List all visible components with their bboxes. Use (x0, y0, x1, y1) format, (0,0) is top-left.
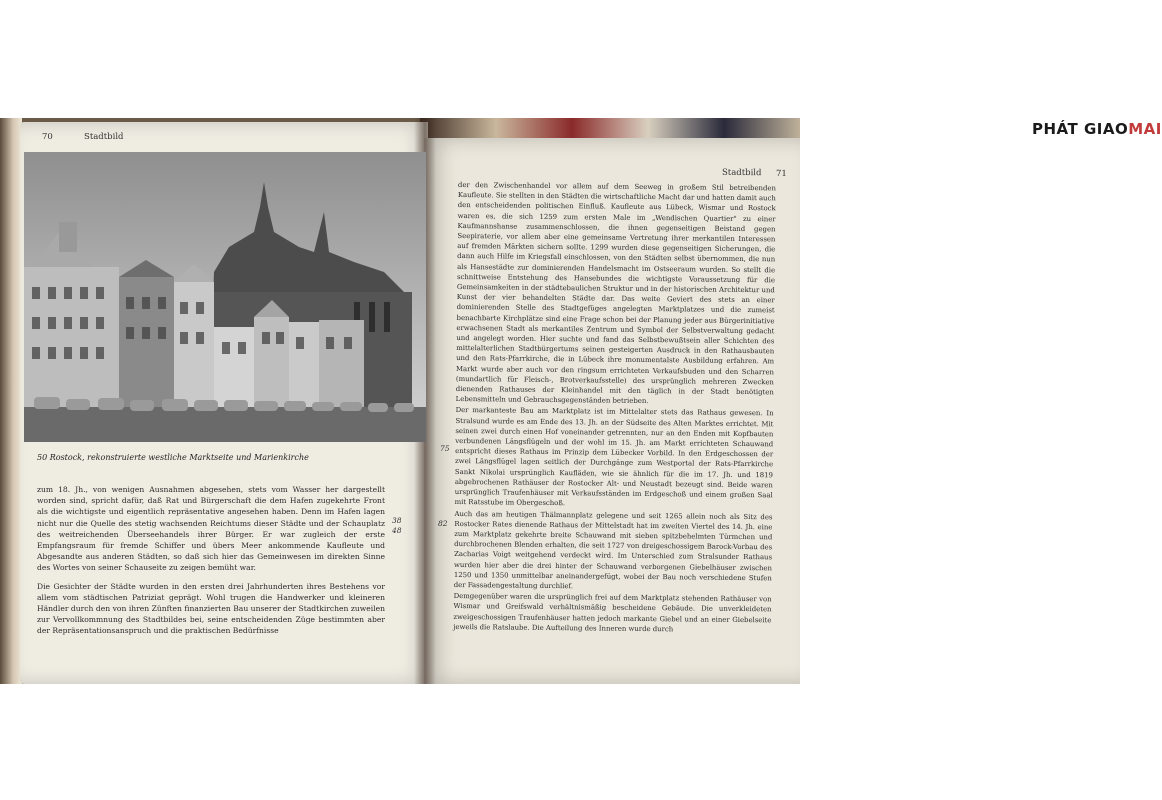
figure-photo-rostock (24, 152, 426, 442)
figure-caption: 50 Rostock, rekonstruierte westliche Marktseite und Marienkirche (37, 453, 309, 462)
paragraph: Auch das am heutigen Thälmannplatz gelegene und seit 1265 allein noch als Sitz des Rostocker Rates dienende Rathaus der Mittelstadt hat im zweiten Viertel des 14. Jh. eine zum Marktplatz gekehrte breite Schauwand mit sieben spitzbehelmten Türmchen und durchbrochenen Blenden erhalten, die seit 1727 von dreigeschossigem Barock-Vorbau des Zacharias Voigt weitgehend verdeckt wird. Im Unterschied zum Stralsunder Rathaus wurden hier aber die drei hinter der Schauwand verborgenen Giebelhäuser zwischen 1250 und 1350 unmittelbar aneinandergefügt, wobei der Bau noch verschiedene Stufen der Fassadengestaltung durchlief. (453, 509, 773, 591)
left-running-head: Stadtbild (84, 132, 124, 142)
paragraph: der den Zwischenhandel vor allem auf dem Seeweg in großem Stil betreibenden Kaufleute. Sie stellten in den Städten die wirtschaftliche Macht dar und hatten damit auch den entscheidenden politischen Einfluß. Kaufleute aus Lübeck, Wismar und Rostock waren es, die sich 1259 zum ersten Male im „Wendischen Quartier" zu einer Kaufmannshanse zusammenschlossen, die ihnen gegenseitigen Beistand gegen Seepiraterie, vor allem aber eine gemeinsame Vertretung ihrer merkantilen Interessen auf fremden Märkten sichern sollte. 1299 wurden diese gegenseitigen Sicherungen, die dann auch Hilfe im Kriegsfall einschlossen, von den Städten selbst übernommen, die nun als Hansestädte zur dominierenden Handelsmacht im Ostseeraum wurden. So stellt die schnittweise Entstehung des Hansebundes die wichtigste Voraussetzung für die Gemeinsamkeiten in der städtebaulichen Struktur und in der historischen Architektur und Kunst der vier behandelten Städte dar. Das weite Geviert des stets an einer dominierenden Stelle des Stadtgefüges angelegten Marktplatzes und die zumeist benachbarte Kirchplätze sind eine Frage schon bei der Planung jeder aus Bürgerinitiative erwachsenen Stadt als merkantiles Zentrum und Symbol der Selbstverwaltung gedacht und angelegt worden. Hier suchte und fand das Selbstbewußtsein aller Schichten des mittelalterlichen Stadtbürgertums seinen gesteigerten Ausdruck in den Rathausbauten und den Rats-Pfarrkirche, die in Lübeck ihre monumentalste Ausbildung erfahren. Am Markt wurde aber auch vor den ringsum errichteten Verkaufsbuden und den Scharren (mundartlich für Fleisch-, Brotverkaufsstelle) des ursprünglich mehreren Zwecken dienenden Rathauses der Kleinhandel mit den täglich in der Stadt benötigten Lebensmitteln und Gebrauchsgegenständen betrieben. (455, 180, 776, 406)
left-page-number: 70 (42, 132, 53, 142)
rostock-market-photo (24, 152, 426, 442)
right-running-head: Stadtbild (721, 167, 762, 179)
book-spine-text: PHÁT GIAOMAI (1032, 120, 1162, 138)
paragraph: Der markanteste Bau am Marktplatz ist im Mittelalter stets das Rathaus gewesen. In Stralsund wurde es am Ende des 13. Jh. an der Südseite des Alten Marktes errichtet. Mit seinen zwei durch einen Hof voneinander getrennten, nur an den Enden mit Kopfbauten verbundenen Längsflügeln und der wohl im 15. Jh. am Markt errichteten Schauwand entspricht dieses Rathaus im Prinzip dem Lübecker Vorbild. In den Erdgeschossen der zwei Längsflügel lagen seitlich der Durchgänge zum Westportal der Rats-Pfarrkirche Sankt Nikolai ursprünglich Kaufläden, wie sie ähnlich für die im 17. Jh. und 1819 abgebrochenen Rathäuser der Rostocker Alt- und Neustadt bezeugt sind. Beide waren ursprünglich Traufenhäuser mit Verkaufsständen im Erdgeschoß und einem großen Saal mit Ratsstube im Obergeschoß. (454, 406, 774, 508)
paragraph: Demgegenüber waren die ursprünglich frei auf dem Marktplatz stehenden Rathäuser von Wismar und Greifswald verhältnismäßig bescheidene Gebäude. Die unverkleideten zweigeschossigen Traufenhäuser hatten jedoch markante Giebel und an einer Giebelseite jeweils die Ratslaube. Die Aufteilung des Inneren wurde durch (453, 592, 772, 634)
margin-number: 48 (392, 526, 402, 535)
right-page-number: 71 (775, 168, 787, 180)
paragraph: zum 18. Jh., von wenigen Ausnahmen abgesehen, stets vom Wasser her dargestellt worden sind, spricht dafür, daß Rat und Bürgerschaft die dem Hafen zugekehrte Front als die wichtigste und eigentlich repräsentative angesehen haben. Denn im Hafen lagen nicht nur die Quelle des stetig wachsenden Reichtums dieser Städte und der Schauplatz des weitreichenden Überseehandels ihrer Bürger. Er war zugleich der erste Empfangsraum für fremde Schiffer und übers Meer ankommende Kaufleute und Abgesandte aus anderen Städten, so daß sich hier das Gemeinwesen im direkten Sinne des Wortes von seiner Schauseite zu zeigen bemüht war. (37, 485, 385, 573)
book-cover-edge (0, 118, 22, 684)
margin-number: 75 (440, 444, 450, 453)
margin-number: 38 (392, 516, 402, 525)
right-page-body (453, 180, 776, 636)
margin-number: 82 (438, 519, 448, 528)
left-page-body (37, 484, 385, 644)
paragraph: Die Gesichter der Städte wurden in den ersten drei Jahrhunderten ihres Bestehens vor allem vom städtischen Patriziat geprägt. Wohl trugen die Handwerker und kleineren Händler durch den von ihren Zünften finanzierten Bau unserer der Stadtkirchen zuweilen zur Vervollkommnung des Stadtbildes bei, seine entscheidenden Züge bestimmten aber der Repräsentationsanspruch und die praktischen Bedürfnisse (37, 581, 385, 636)
photo-frame (0, 118, 1162, 684)
